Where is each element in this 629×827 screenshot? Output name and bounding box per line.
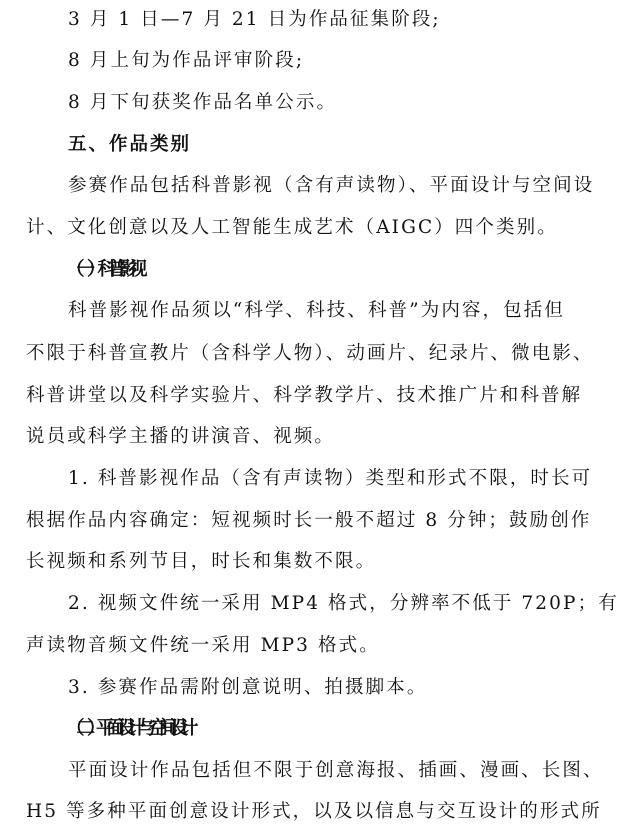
list-item-line: 根据作品内容确定：短视频时长一般不超过 8 分钟；鼓励创作 — [26, 510, 592, 531]
subheading-graphic-space-design: （二） 平面设计与空间设计 — [66, 718, 191, 739]
list-item-line: 长视频和系列节目，时长和集数不限。 — [26, 551, 377, 572]
list-item-line: 1. 科普影视作品（含有声读物）类型和形式不限，时长可 — [68, 468, 593, 489]
paragraph-line: 计、文化创意以及人工智能生成艺术（AIGC）四个类别。 — [26, 217, 558, 238]
paragraph-line: 平面设计作品包括但不限于创意海报、插画、漫画、长图、 — [68, 760, 604, 781]
subheading-science-film: （一）科普影视 — [66, 259, 140, 280]
paragraph-line: 科普影视作品须以“科学、科技、科普”为内容，包括但 — [68, 300, 565, 321]
paragraph-line: 不限于科普宣教片（含科学人物）、动画片、纪录片、微电影、 — [26, 343, 594, 364]
section-heading-categories: 五、作品类别 — [68, 134, 192, 155]
schedule-line-review: 8 月上旬为作品评审阶段; — [68, 50, 305, 71]
schedule-line-collection: 3 月 1 日—7 月 21 日为作品征集阶段; — [68, 9, 441, 30]
list-item-line: 2. 视频文件统一采用 MP4 格式，分辨率不低于 720P；有 — [68, 593, 619, 614]
schedule-line-announcement: 8 月下旬获奖作品名单公示。 — [68, 92, 338, 113]
list-item-line: 声读物音频文件统一采用 MP3 格式。 — [26, 635, 380, 656]
paragraph-line: 参赛作品包括科普影视（含有声读物）、平面设计与空间设 — [68, 175, 595, 196]
list-item-line: 3. 参赛作品需附创意说明、拍摄脚本。 — [68, 677, 428, 698]
paragraph-line: 说员或科学主播的讲演音、视频。 — [26, 426, 336, 447]
paragraph-line: H5 等多种平面创意设计形式，以及以信息与交互设计的形式所 — [26, 801, 602, 822]
paragraph-line: 科普讲堂以及科学实验片、科学教学片、技术推广片和科普解 — [26, 385, 583, 406]
